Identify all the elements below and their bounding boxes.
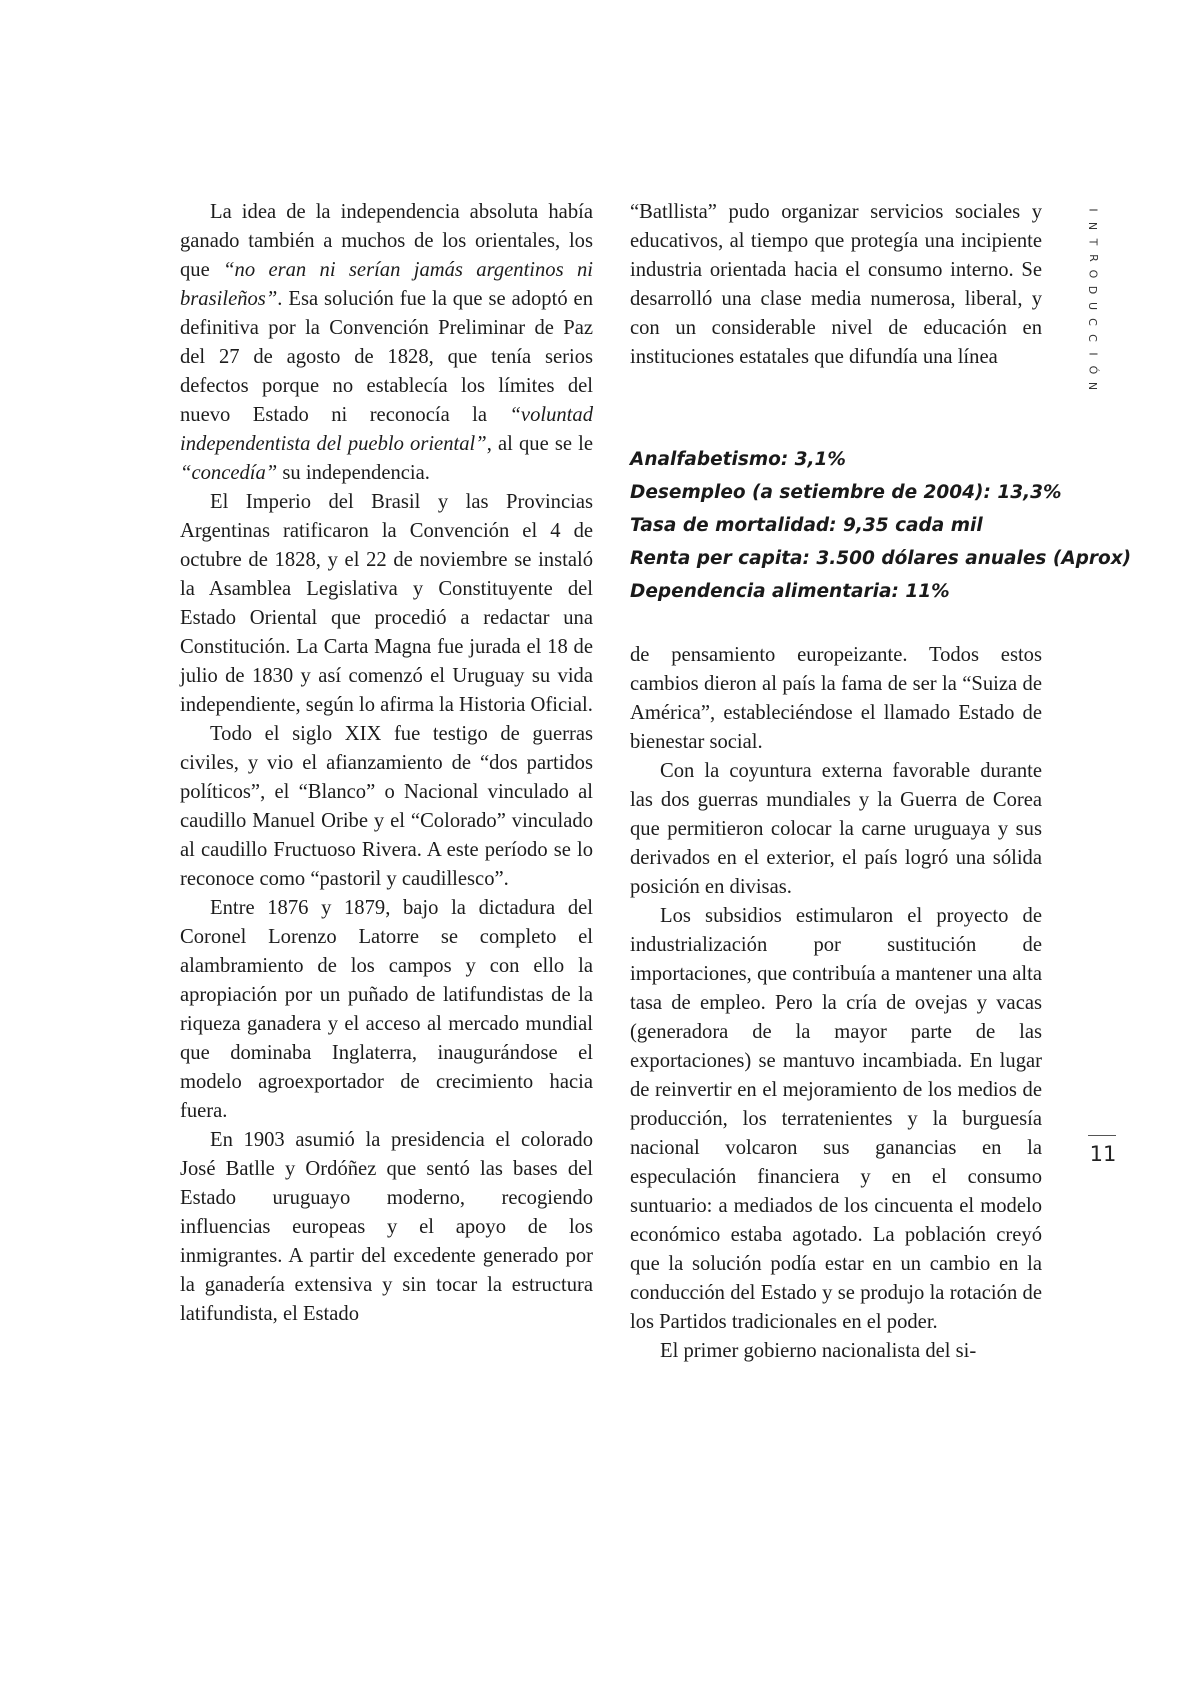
paragraph-batlle: En 1903 asumió la presidencia el colorado José Batlle y Ordóñez que sentó las bases del Estado uruguayo moderno, recogiendo influencias europeas y el apoyo de los inmigrantes. A partir del excedente generado por la ganadería extensiva y sin tocar la estructura latifundista, el Estado: [180, 1129, 593, 1325]
paragraph-welfare-state: de pensamiento europeizante. Todos estos cambios dieron al país la fama de ser la “Suiza de América”, estableciéndose el llamado Estado de bienestar social.: [630, 644, 1042, 753]
paragraph-world-wars: Con la coyuntura externa favorable durante las dos guerras mundiales y la Guerra de Corea que permitieron colocar la carne uruguaya y sus derivados en el exterior, el país logró una sólida posición en divisas.: [630, 760, 1042, 898]
paragraph-subsidies: Los subsidios estimularon el proyecto de industrialización por sustitución de importaciones, que contribuía a mantener una alta tasa de empleo. Pero la cría de ovejas y vacas (generadora de la mayor parte de las exportaciones) se mantuvo incambiada. En lugar de reinvertir en el mejoramiento de los medios de producción, los terratenientes y la burguesía nacional volcaron sus ganancias en la especulación financiera y en el consumo suntuario: a mediados de los cincuenta el modelo económico estaba agotado. La población creyó que la solución podía estar en un cambio en la conducción del Estado y se produjo la rotación de los Partidos tradicionales en el poder.: [630, 905, 1042, 1333]
section-label-letter: U: [1086, 301, 1100, 311]
section-label: [1086, 202, 1100, 394]
section-label-letter: D: [1086, 285, 1100, 295]
right-column-bottom: [630, 641, 1042, 1366]
stat-income: Renta per capita: 3.500 dólares anuales (Aprox): [630, 548, 1132, 569]
stats-list: [630, 443, 1132, 608]
section-label-letter: Ó: [1086, 365, 1100, 375]
section-label-letter: C: [1086, 318, 1100, 326]
section-label-letter: O: [1086, 269, 1100, 279]
paragraph-independence: [180, 198, 593, 488]
stat-unemployment: Desempleo (a setiembre de 2004): 13,3%: [630, 482, 1062, 503]
paragraph-latorre: Entre 1876 y 1879, bajo la dictadura del Coronel Lorenzo Latorre se completo el alambramiento de los campos y con ello la apropiación por un puñado de latifundistas de la riqueza ganadera y el acceso al mercado mundial que dominaba Inglaterra, inaugurándose el modelo agroexportador de crecimiento hacia fuera.: [180, 897, 593, 1122]
section-label-letter: N: [1086, 221, 1100, 231]
paragraph-nationalist-government: El primer gobierno nacionalista del si-: [660, 1340, 977, 1362]
section-label-letter: R: [1086, 254, 1100, 262]
text-run: . Esa solución fue la que se adoptó en definitiva por la Convención Preliminar de Paz del 27 de agosto de 1828, que tenía serios defectos porque no establecía los límites del nuevo Estado ni reconocía la: [180, 288, 593, 426]
page-number-rule: [1088, 1135, 1116, 1136]
section-label-letter: N: [1086, 381, 1100, 391]
right-column-top: [630, 198, 1042, 372]
quote-italic: “no eran ni serían jamás argentinos ni brasileños”: [180, 259, 593, 310]
paragraph-civil-wars: Todo el siglo XIX fue testigo de guerras civiles, y vio el afianzamiento de “dos partidos políticos”, el “Blanco” o Nacional vinculado al caudillo Manuel Oribe y el “Colorado” vinculado al caudillo Fructuoso Rivera. A este período se lo reconoce como “pastoril y caudillesco”.: [180, 723, 593, 890]
paragraph-convention: El Imperio del Brasil y las Provincias Argentinas ratificaron la Convención el 4 de octubre de 1828, y el 22 de noviembre se instaló la Asamblea Legislativa y Constituyente del Estado Oriental que procedió a redactar una Constitución. La Carta Magna fue jurada el 18 de julio de 1830 y así comenzó el Uruguay su vida independiente, según lo afirma la Historia Oficial.: [180, 491, 593, 716]
section-label-letter: C: [1086, 334, 1100, 342]
text-run: La idea de la independencia absoluta había ganado también a muchos de los orientales, los que: [180, 201, 593, 281]
text-run: su independencia.: [277, 462, 430, 484]
section-label-letter: I: [1086, 208, 1100, 212]
page-number: 11: [1089, 1142, 1117, 1166]
stat-food-dependence: Dependencia alimentaria: 11%: [630, 581, 950, 602]
section-label-letter: T: [1086, 238, 1100, 246]
stat-illiteracy: Analfabetismo: 3,1%: [630, 449, 846, 470]
paragraph-batllista: “Batllista” pudo organizar servicios sociales y educativos, al tiempo que protegía una incipiente industria orientada hacia el consumo interno. Se desarrolló una clase media numerosa, liberal, y con un considerable nivel de educación en instituciones estatales que difundía una línea: [630, 201, 1042, 368]
stat-mortality: Tasa de mortalidad: 9,35 cada mil: [630, 515, 983, 536]
quote-italic: “concedía”: [180, 462, 278, 484]
text-run: , al que se le: [486, 433, 593, 455]
quote-italic: “voluntad independentista del pueblo oriental”: [180, 404, 593, 455]
left-column: [180, 198, 593, 1329]
section-label-letter: I: [1086, 352, 1100, 356]
